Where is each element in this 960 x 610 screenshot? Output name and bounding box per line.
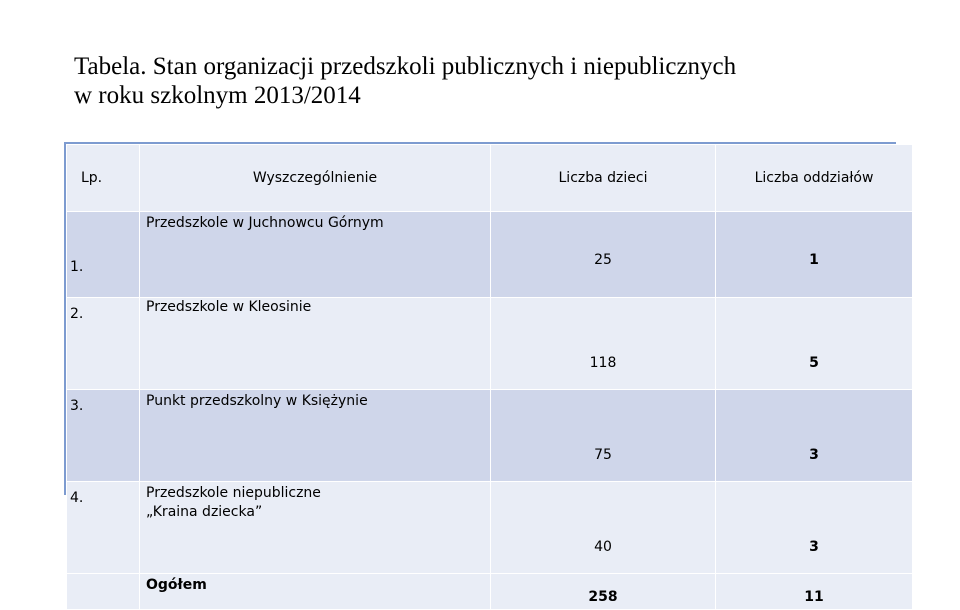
row-groups: 5 <box>716 298 913 390</box>
row-children: 75 <box>491 390 716 482</box>
row-children: 118 <box>491 298 716 390</box>
total-children: 258 <box>491 574 716 610</box>
row-name: Przedszkole w Kleosinie <box>140 298 491 390</box>
table-row <box>67 298 913 390</box>
row-groups: 3 <box>716 482 913 574</box>
row-children: 40 <box>491 482 716 574</box>
total-label: Ogółem <box>140 574 491 610</box>
table-row <box>67 482 913 574</box>
header-name: Wyszczególnienie <box>140 145 491 212</box>
title-line-2: w roku szkolnym 2013/2014 <box>74 82 361 109</box>
title-line-1: Tabela. Stan organizacji przedszkoli publicznych i niepublicznych <box>74 53 737 80</box>
row-name <box>140 482 491 574</box>
row-groups: 1 <box>716 212 913 298</box>
row-name-line-2: „Kraina dziecka” <box>146 504 263 520</box>
row-lp: 2. <box>67 298 140 390</box>
row-lp: 3. <box>67 390 140 482</box>
header-groups: Liczba oddziałów <box>716 145 913 212</box>
table-total-row <box>67 574 913 610</box>
row-name-line-1: Przedszkole niepubliczne <box>146 485 321 501</box>
data-table <box>64 142 896 605</box>
total-groups: 11 <box>716 574 913 610</box>
header-children: Liczba dzieci <box>491 145 716 212</box>
row-lp: 4. <box>67 482 140 574</box>
row-name: Przedszkole w Juchnowcu Górnym <box>140 212 491 298</box>
row-groups: 3 <box>716 390 913 482</box>
table-header-row <box>67 145 913 212</box>
header-lp: Lp. <box>67 145 140 212</box>
table-row <box>67 212 913 298</box>
row-lp: 1. <box>67 212 140 298</box>
page-title <box>74 52 894 110</box>
row-children: 25 <box>491 212 716 298</box>
table-row <box>67 390 913 482</box>
total-lp <box>67 574 140 610</box>
row-name: Punkt przedszkolny w Księżynie <box>140 390 491 482</box>
